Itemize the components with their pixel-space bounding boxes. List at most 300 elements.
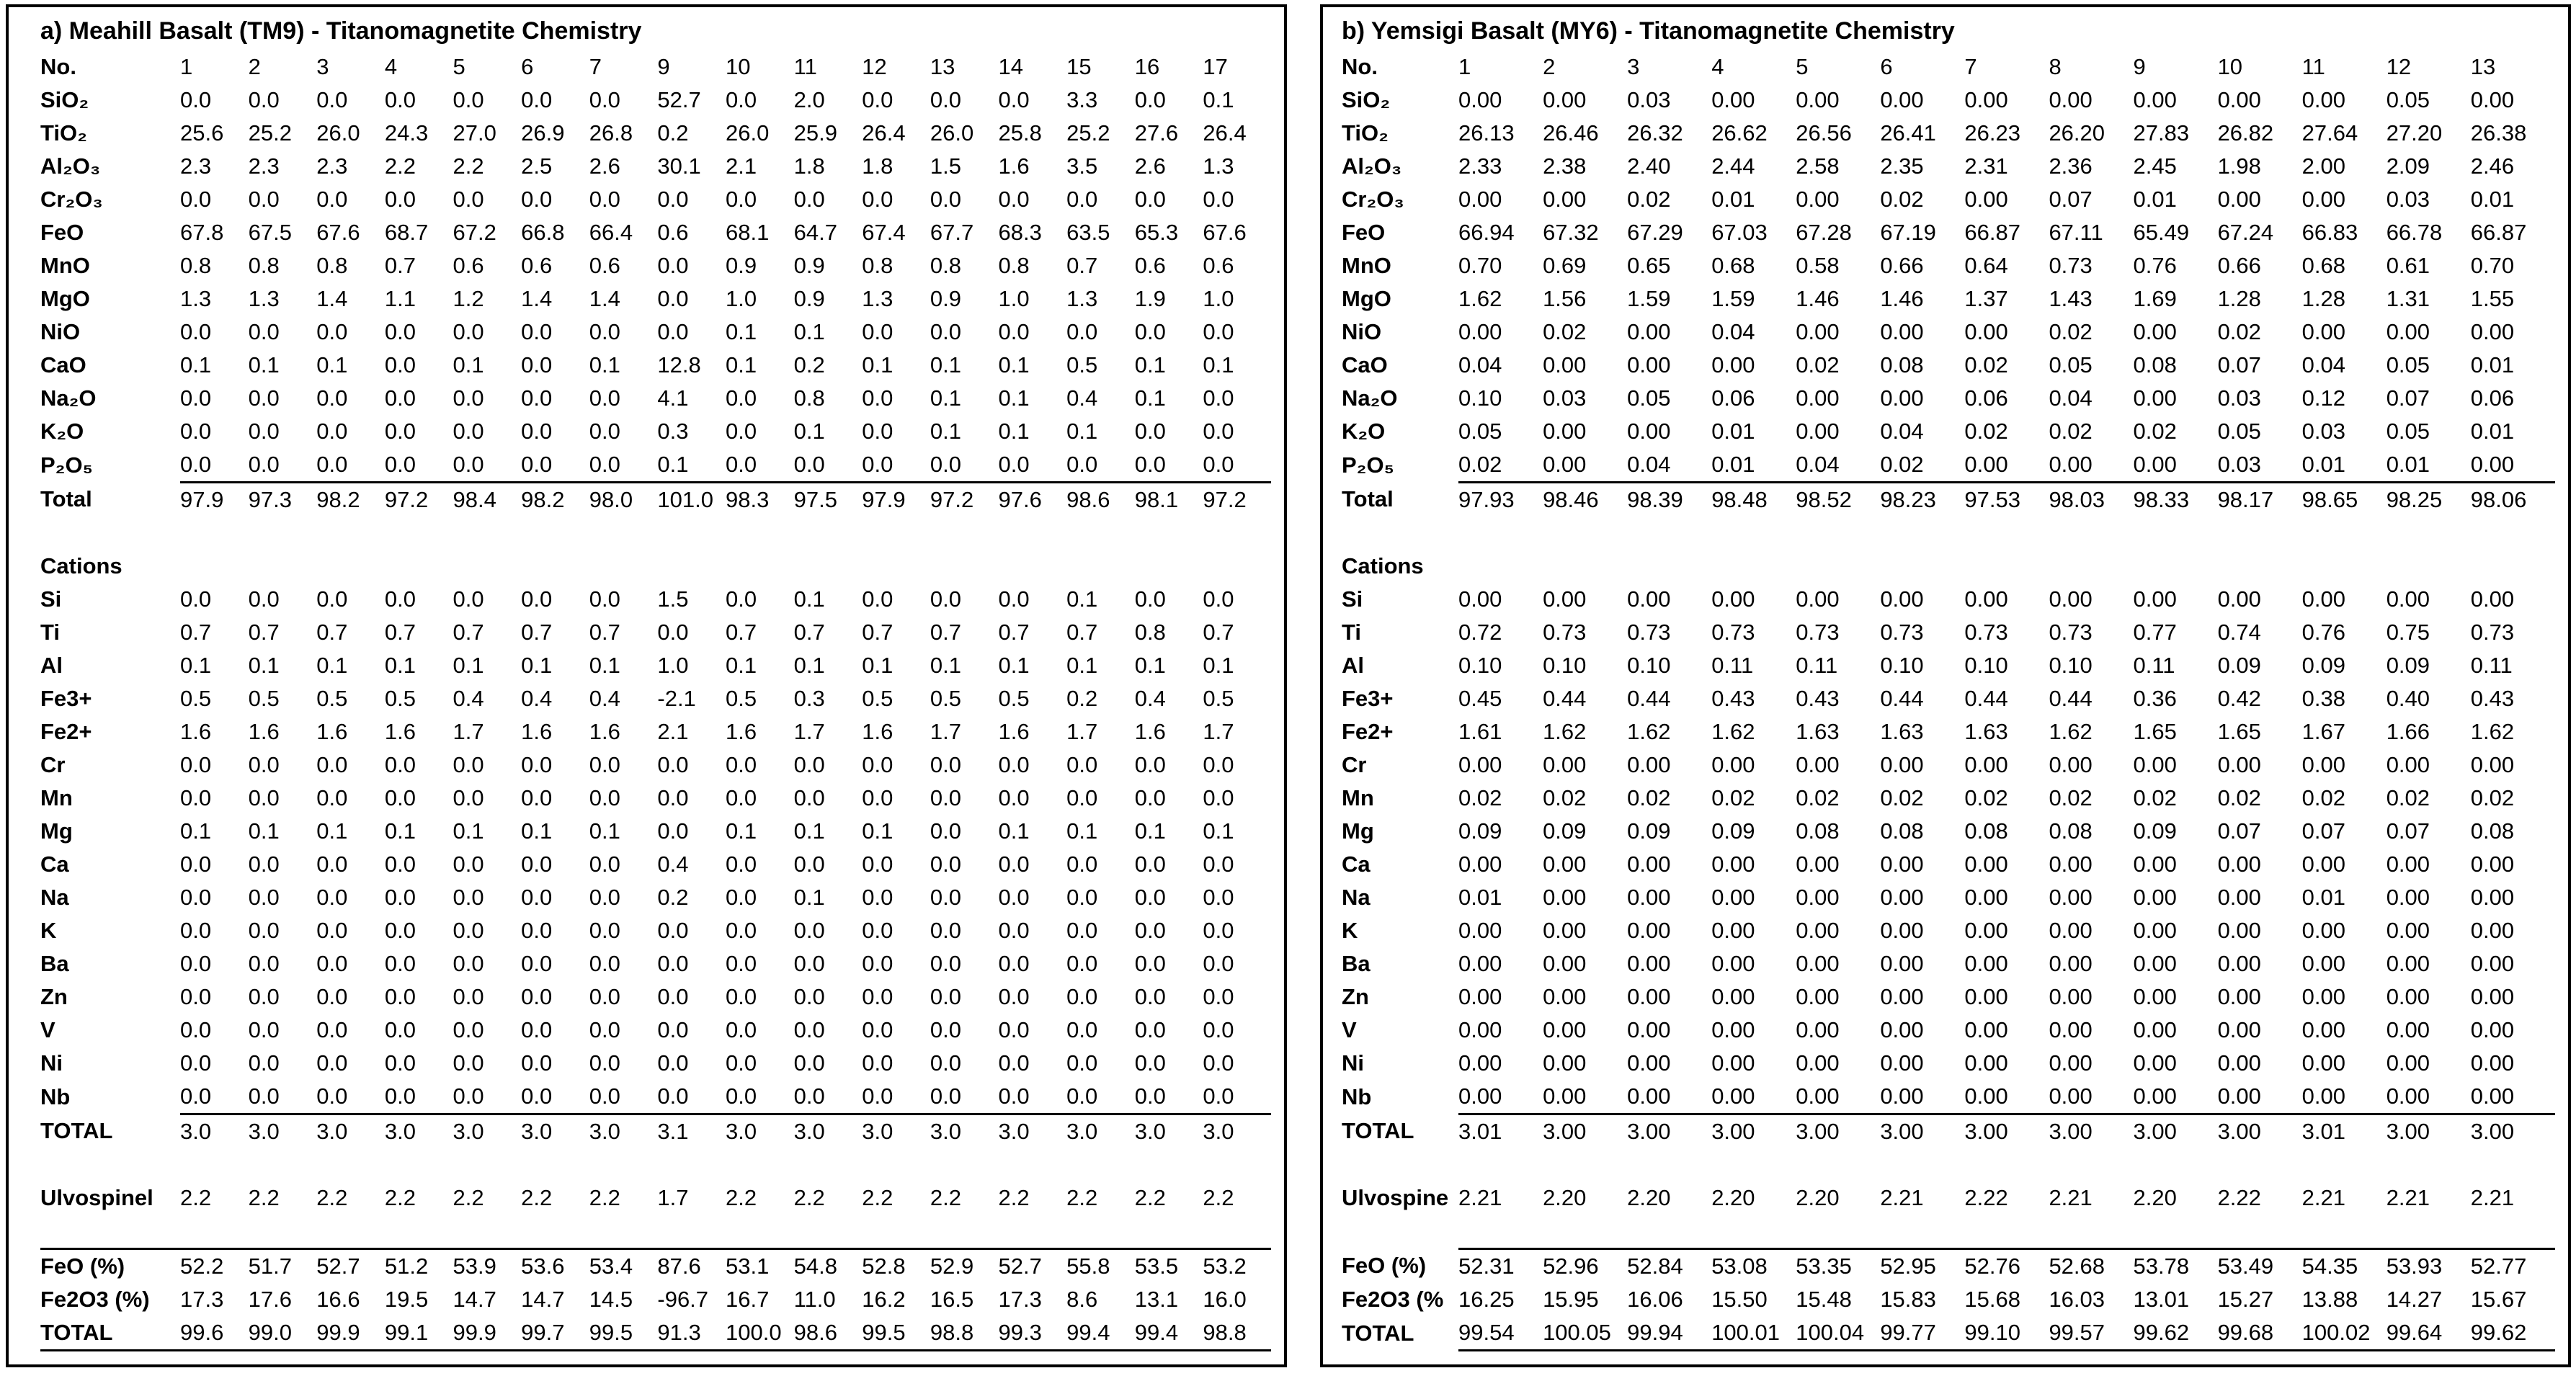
value-cell: 0.01	[1711, 448, 1796, 483]
value-cell: 0.6	[453, 253, 484, 278]
value-cell: 0.00	[1543, 352, 1587, 377]
column-header: 12	[862, 54, 887, 79]
cation-row	[40, 1014, 1271, 1047]
value-cell: 0.7	[521, 620, 553, 645]
value-cell: 0.00	[1964, 586, 2008, 612]
column-header: 3	[316, 54, 329, 79]
value-cell: 0.66	[1880, 253, 1924, 278]
value-cell: 0.00	[2470, 918, 2515, 943]
value-cell: 1.4	[589, 286, 620, 311]
value-cell: -2.1	[657, 686, 696, 711]
value-cell: 0.00	[1796, 419, 1840, 444]
value-cell: 0.0	[657, 286, 689, 311]
value-cell: 0.00	[2049, 951, 2093, 976]
value-cell: 99.4	[1135, 1316, 1203, 1351]
value-cell: 0.00	[1711, 352, 1755, 377]
value-cell: 0.00	[1880, 1050, 1924, 1076]
value-cell: 2.2	[998, 1185, 1030, 1210]
value-cell: 0.00	[1627, 1017, 1671, 1042]
value-cell: 0.2	[657, 885, 689, 910]
oxide-total-row	[1342, 483, 2555, 517]
value-cell: 0.0	[1203, 1080, 1271, 1114]
value-cell: 0.0	[998, 187, 1030, 212]
value-cell: 0.00	[2470, 1017, 2515, 1042]
value-cell: 0.8	[316, 253, 348, 278]
value-cell: 26.4	[862, 120, 906, 146]
value-cell: 3.0	[1066, 1119, 1098, 1144]
value-cell: 1.3	[1203, 153, 1234, 179]
value-cell: 0.74	[2217, 620, 2261, 645]
value-cell: 0.0	[1203, 885, 1234, 910]
value-cell: 0.0	[1135, 448, 1203, 483]
value-cell: 0.0	[793, 852, 825, 877]
value-cell: 0.0	[248, 752, 280, 777]
value-cell: 0.0	[862, 1017, 893, 1042]
value-cell: 99.9	[453, 1316, 522, 1351]
value-cell: 0.0	[521, 87, 553, 112]
value-cell	[999, 1215, 1067, 1249]
value-cell: 53.49	[2218, 1249, 2302, 1284]
cation-row	[1342, 748, 2555, 782]
value-cell	[2049, 517, 2133, 550]
value-cell: 98.2	[521, 487, 565, 512]
column-header: 1	[180, 54, 193, 79]
value-cell: 15.50	[1711, 1287, 1768, 1312]
value-cell: 0.5	[1066, 352, 1098, 377]
summary-row	[40, 1316, 1271, 1351]
oxide-row	[40, 84, 1271, 117]
value-cell: 15.68	[1964, 1287, 2020, 1312]
value-cell: 0.0	[1203, 385, 1234, 411]
value-cell	[2302, 1148, 2386, 1181]
value-cell: 0.0	[794, 1080, 863, 1114]
value-cell: 0.0	[589, 187, 620, 212]
value-cell	[794, 517, 863, 550]
value-cell: 0.07	[2301, 818, 2345, 844]
value-cell: 2.2	[862, 1185, 893, 1210]
value-cell: 0.1	[453, 818, 484, 844]
column-header: 11	[2301, 54, 2325, 79]
value-cell: 0.0	[180, 1080, 249, 1114]
value-cell: 0.0	[726, 785, 757, 810]
value-cell: 0.00	[1458, 1017, 1502, 1042]
value-cell: 0.1	[384, 653, 416, 678]
value-cell: 0.0	[1203, 918, 1234, 943]
value-cell: 3.00	[1796, 1119, 1840, 1144]
value-cell: 0.1	[316, 352, 348, 377]
value-cell: 0.09	[2217, 653, 2261, 678]
value-cell: 0.0	[930, 918, 961, 943]
value-cell: 1.0	[657, 653, 689, 678]
value-cell: 0.1	[1066, 586, 1098, 612]
value-cell: 0.07	[2386, 818, 2430, 844]
value-cell: 0.04	[1627, 448, 1711, 483]
value-cell: 0.0	[180, 448, 249, 483]
value-cell: 0.0	[384, 1017, 416, 1042]
value-cell: 52.96	[1543, 1249, 1627, 1284]
value-cell: 0.0	[1066, 785, 1098, 810]
value-cell: 0.5	[930, 686, 961, 711]
value-cell: 0.0	[248, 984, 280, 1009]
summary-row	[1342, 1316, 2555, 1351]
value-cell: 0.0	[657, 319, 689, 344]
value-cell: 0.03	[2218, 448, 2302, 483]
value-cell: 0.08	[1880, 818, 1924, 844]
value-cell	[589, 1215, 658, 1249]
value-cell: 0.0	[998, 984, 1030, 1009]
value-cell: 0.00	[1880, 918, 1924, 943]
value-cell: 0.0	[1203, 448, 1271, 483]
value-cell: 1.4	[521, 286, 553, 311]
value-cell: 0.0	[521, 852, 553, 877]
value-cell: 0.76	[2133, 253, 2177, 278]
value-cell: 0.1	[1203, 352, 1234, 377]
value-cell: 1.43	[2049, 286, 2093, 311]
value-cell: 52.7	[657, 87, 701, 112]
value-cell: 0.7	[384, 620, 416, 645]
value-cell: 0.00	[2133, 951, 2177, 976]
value-cell: 0.6	[1203, 253, 1234, 278]
value-cell	[2134, 1148, 2218, 1181]
value-cell: 1.8	[862, 153, 893, 179]
value-cell: 1.59	[1627, 286, 1671, 311]
value-cell: 0.0	[589, 385, 620, 411]
value-cell: 0.2	[793, 352, 825, 377]
row-label: K₂O	[40, 419, 84, 444]
value-cell: 99.94	[1627, 1316, 1711, 1351]
value-cell: 0.00	[2386, 586, 2430, 612]
value-cell: 0.1	[793, 885, 825, 910]
value-cell: 0.0	[1203, 319, 1234, 344]
value-cell: 0.1	[657, 448, 726, 483]
value-cell: 16.6	[316, 1287, 360, 1312]
value-cell: 0.73	[2470, 620, 2515, 645]
value-cell: 0.00	[1458, 187, 1502, 212]
value-cell: 2.22	[1964, 1185, 2008, 1210]
value-cell: 0.73	[1880, 620, 1924, 645]
value-cell: 2.09	[2386, 153, 2430, 179]
value-cell	[1964, 550, 2049, 583]
value-cell: 0.03	[2386, 187, 2430, 212]
value-cell: 2.00	[2301, 153, 2345, 179]
value-cell: 0.0	[521, 187, 553, 212]
table-b-host	[1342, 50, 2555, 1351]
value-cell: 0.00	[1627, 984, 1671, 1009]
value-cell: 0.00	[1796, 319, 1840, 344]
value-cell: 0.1	[862, 818, 893, 844]
value-cell: 0.00	[2386, 1050, 2430, 1076]
value-cell	[2134, 1215, 2218, 1249]
value-cell: 0.00	[1796, 1050, 1840, 1076]
value-cell: 0.00	[1796, 885, 1840, 910]
value-cell	[862, 1215, 930, 1249]
value-cell	[657, 1215, 726, 1249]
column-header: 7	[1964, 54, 1977, 79]
value-cell: 1.6	[248, 719, 280, 744]
value-cell: 0.02	[2049, 419, 2093, 444]
value-cell: 52.84	[1627, 1249, 1711, 1284]
value-cell: 0.00	[1627, 951, 1671, 976]
value-cell: 52.77	[2471, 1249, 2555, 1284]
value-cell: 1.3	[248, 286, 280, 311]
value-cell: 0.1	[862, 352, 893, 377]
value-cell: 0.0	[248, 419, 280, 444]
value-cell: 68.1	[726, 220, 770, 245]
value-cell: 0.02	[1458, 448, 1543, 483]
value-cell: 1.6	[1134, 719, 1166, 744]
value-cell	[930, 550, 999, 583]
value-cell: 0.00	[2470, 984, 2515, 1009]
value-cell: 0.0	[180, 87, 212, 112]
value-cell: 0.5	[862, 686, 893, 711]
value-cell: 0.0	[726, 419, 757, 444]
value-cell: 2.2	[930, 1185, 961, 1210]
value-cell	[1880, 1215, 1964, 1249]
value-cell	[1964, 1215, 2049, 1249]
cation-row	[40, 682, 1271, 715]
value-cell: 0.8	[248, 253, 280, 278]
table-a-title: a) Meahill Basalt (TM9) - Titanomagnetite Chemistry	[40, 17, 642, 45]
value-cell: 53.93	[2386, 1249, 2471, 1284]
value-cell: 0.06	[2470, 385, 2515, 411]
value-cell: 0.0	[384, 187, 416, 212]
value-cell: 0.1	[316, 818, 348, 844]
value-cell: 0.0	[589, 785, 620, 810]
spacer-row	[1342, 1148, 2555, 1181]
value-cell: 0.0	[930, 818, 961, 844]
value-cell: 0.0	[249, 448, 317, 483]
value-cell: 98.06	[2470, 487, 2527, 512]
value-cell: 0.00	[1543, 984, 1587, 1009]
value-cell: 0.0	[930, 752, 961, 777]
value-cell: 0.00	[1796, 852, 1840, 877]
value-cell: 1.66	[2386, 719, 2430, 744]
value-cell: 52.7	[999, 1249, 1067, 1284]
value-cell: 68.7	[384, 220, 429, 245]
oxide-row	[40, 249, 1271, 282]
value-cell: 0.0	[1203, 752, 1234, 777]
value-cell: 0.0	[998, 1050, 1030, 1076]
value-cell: 0.0	[657, 785, 689, 810]
value-cell: 0.01	[2301, 885, 2345, 910]
value-cell: 0.00	[2217, 918, 2261, 943]
value-cell: 0.8	[930, 253, 961, 278]
value-cell: 0.05	[2049, 352, 2093, 377]
column-header: 7	[589, 54, 602, 79]
value-cell: 99.1	[385, 1316, 453, 1351]
value-cell: 0.0	[862, 951, 893, 976]
value-cell	[794, 1148, 863, 1181]
column-header: 13	[2470, 54, 2496, 79]
value-cell: 0.6	[521, 253, 553, 278]
value-cell: 26.38	[2470, 120, 2527, 146]
value-cell: 0.0	[1066, 752, 1098, 777]
value-cell: 0.00	[2133, 984, 2177, 1009]
value-cell: 0.0	[248, 885, 280, 910]
value-cell: 0.0	[248, 187, 280, 212]
value-cell: 0.0	[726, 1017, 757, 1042]
value-cell: 16.5	[930, 1287, 974, 1312]
value-cell: 0.7	[1066, 253, 1098, 278]
value-cell: 0.0	[862, 448, 930, 483]
value-cell: 0.08	[1796, 818, 1840, 844]
value-cell: 0.0	[998, 752, 1030, 777]
value-cell: 1.69	[2133, 286, 2177, 311]
value-cell: 0.00	[2386, 885, 2430, 910]
row-label: K	[1342, 918, 1358, 943]
value-cell: 0.08	[2133, 352, 2177, 377]
value-cell: 0.2	[1066, 686, 1098, 711]
value-cell: 0.01	[1458, 885, 1502, 910]
value-cell: 0.00	[2301, 87, 2345, 112]
value-cell: 0.00	[2301, 319, 2345, 344]
value-cell: 52.68	[2049, 1249, 2133, 1284]
value-cell: 99.57	[2049, 1316, 2133, 1351]
value-cell	[1711, 1215, 1796, 1249]
value-cell: 0.00	[1627, 1050, 1671, 1076]
value-cell: 0.0	[726, 752, 757, 777]
value-cell: 0.00	[1627, 319, 1671, 344]
value-cell: 1.6	[862, 719, 893, 744]
value-cell: 1.63	[1880, 719, 1924, 744]
value-cell: 0.0	[1134, 885, 1166, 910]
value-cell: 0.03	[2217, 385, 2261, 411]
value-cell: 0.00	[1964, 87, 2008, 112]
value-cell: 3.01	[1458, 1119, 1502, 1144]
value-cell: 13.1	[1134, 1287, 1179, 1312]
row-label: K₂O	[1342, 419, 1386, 444]
value-cell: 100.02	[2302, 1316, 2386, 1351]
value-cell: 0.0	[384, 951, 416, 976]
value-cell: 0.38	[2301, 686, 2345, 711]
value-cell: 0.02	[1964, 352, 2008, 377]
value-cell: 53.4	[589, 1249, 658, 1284]
value-cell: 0.00	[1543, 852, 1587, 877]
value-cell: 1.31	[2386, 286, 2430, 311]
value-cell: 0.00	[1458, 586, 1502, 612]
value-cell: 0.0	[384, 1050, 416, 1076]
value-cell	[1796, 1215, 1880, 1249]
value-cell: 11.0	[793, 1287, 836, 1312]
value-cell: 0.6	[657, 220, 689, 245]
value-cell	[2049, 550, 2133, 583]
value-cell	[1964, 1148, 2049, 1181]
value-cell	[657, 1148, 726, 1181]
value-cell: 1.7	[657, 1185, 689, 1210]
row-label: Ulvospinel	[40, 1185, 153, 1210]
row-label: Fe2+	[1342, 719, 1394, 744]
value-cell: 98.2	[316, 487, 360, 512]
value-cell: 0.5	[316, 686, 348, 711]
column-header: 4	[1711, 54, 1724, 79]
value-cell: 0.0	[930, 984, 961, 1009]
value-cell: 0.00	[2301, 752, 2345, 777]
value-cell	[2218, 1215, 2302, 1249]
value-cell: 0.8	[793, 385, 825, 411]
value-cell	[521, 550, 589, 583]
value-cell: 0.00	[1964, 1050, 2008, 1076]
value-cell: 1.3	[1066, 286, 1098, 311]
value-cell: 3.0	[589, 1119, 620, 1144]
row-label: MgO	[1342, 286, 1391, 311]
value-cell: 0.5	[180, 686, 212, 711]
value-cell: 2.21	[1880, 1185, 1924, 1210]
oxide-row	[40, 382, 1271, 415]
value-cell: 2.2	[316, 1185, 348, 1210]
value-cell: 0.0	[657, 951, 689, 976]
value-cell: 2.22	[2217, 1185, 2261, 1210]
value-cell: 0.00	[1964, 1017, 2008, 1042]
row-label: V	[1342, 1017, 1357, 1042]
value-cell: 0.00	[1964, 951, 2008, 976]
value-cell: 0.00	[1458, 319, 1502, 344]
row-label	[40, 1215, 180, 1249]
value-cell: 87.6	[657, 1249, 726, 1284]
oxide-row	[1342, 150, 2555, 183]
value-cell: 2.2	[589, 1185, 620, 1210]
value-cell: 0.42	[2217, 686, 2261, 711]
value-cell: 0.00	[1543, 918, 1587, 943]
value-cell: 53.5	[1135, 1249, 1203, 1284]
value-cell: 0.0	[316, 752, 348, 777]
value-cell: 0.00	[1458, 752, 1502, 777]
value-cell: 0.00	[2301, 984, 2345, 1009]
value-cell: 0.02	[1543, 785, 1587, 810]
value-cell: 0.43	[2470, 686, 2515, 711]
value-cell: 0.0	[657, 1017, 689, 1042]
value-cell: 3.1	[657, 1119, 689, 1144]
value-cell: 0.7	[930, 620, 961, 645]
value-cell: 0.0	[793, 1017, 825, 1042]
value-cell: 0.00	[2049, 448, 2133, 483]
value-cell: 0.00	[1964, 752, 2008, 777]
value-cell	[521, 1148, 589, 1181]
value-cell: 0.0	[589, 448, 658, 483]
column-header: 8	[2049, 54, 2062, 79]
value-cell: 0.9	[793, 253, 825, 278]
value-cell: 52.8	[862, 1249, 930, 1284]
value-cell: 1.6	[180, 719, 212, 744]
value-cell: 0.00	[1711, 1080, 1796, 1114]
value-cell: 0.70	[2470, 253, 2515, 278]
cations-section-row	[1342, 550, 2555, 583]
value-cell: 26.82	[2217, 120, 2274, 146]
value-cell: 0.68	[1711, 253, 1755, 278]
value-cell: 0.40	[2386, 686, 2430, 711]
value-cell: 3.0	[1203, 1119, 1234, 1144]
value-cell: 0.00	[2470, 752, 2515, 777]
value-cell: 0.0	[316, 87, 348, 112]
value-cell: 0.00	[1711, 586, 1755, 612]
value-cell: 97.53	[1964, 487, 2020, 512]
value-cell: 0.1	[589, 352, 620, 377]
value-cell: 0.01	[1711, 419, 1755, 444]
value-cell: 0.73	[1796, 620, 1840, 645]
value-cell: 0.00	[2470, 586, 2515, 612]
value-cell: 17.6	[248, 1287, 292, 1312]
value-cell: 14.5	[589, 1287, 633, 1312]
value-cell: 0.09	[1711, 818, 1755, 844]
row-label	[1342, 517, 1458, 550]
value-cell: 0.4	[1066, 385, 1098, 411]
value-cell: 0.06	[1711, 385, 1755, 411]
value-cell: 0.0	[657, 187, 689, 212]
value-cell: 0.0	[384, 984, 416, 1009]
value-cell: 0.00	[2133, 319, 2177, 344]
value-cell: 0.0	[1134, 918, 1166, 943]
row-label: Na	[40, 885, 69, 910]
value-cell: 0.1	[998, 419, 1030, 444]
